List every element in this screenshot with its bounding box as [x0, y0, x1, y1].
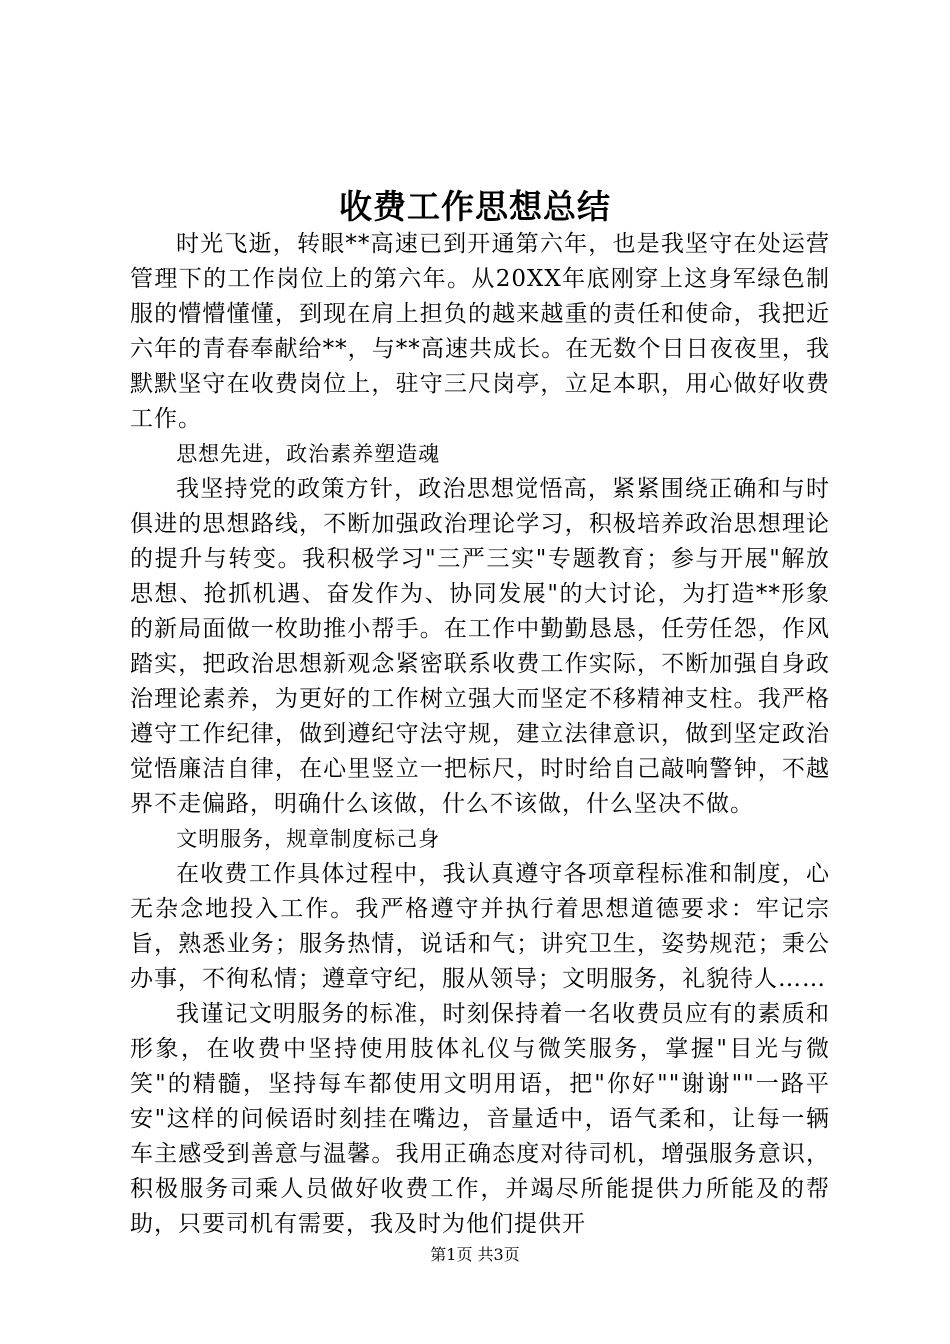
document-body	[130, 227, 830, 1242]
page-number-footer: 第1页 共3页	[430, 1245, 520, 1264]
section-heading-service: 文明服务，规章制度标己身	[176, 827, 441, 851]
thought-paragraph: 我坚持党的政策方针，政治思想觉悟高，紧紧围绕正确和与时俱进的思想路线，不断加强政治理论学习，积极培养政治思想理论的提升与转变。我积极学习"三严三实"专题教育；参与开展"解放思想、抢抓机遇、奋发作为、协同发展"的大讨论，为打造**形象的新局面做一枚助推小帮手。在工作中勤勤恳恳，任劳任怨，作风踏实，把政治思想新观念紧密联系收费工作实际，不断加强自身政治理论素养，为更好的工作树立强大而坚定不移精神支柱。我严格遵守工作纪律，做到遵纪守法守规，建立法律意识，做到坚定政治觉悟廉洁自律，在心里竖立一把标尺，时时给自己敲响警钟，不越界不走偏路，明确什么该做，什么不该做，什么坚决不做。	[130, 476, 830, 817]
rules-paragraph: 在收费工作具体过程中，我认真遵守各项章程标准和制度，心无杂念地投入工作。我严格遵守并执行着思想道德要求：牢记宗旨，熟悉业务；服务热情，说话和气；讲究卫生，姿势规范；秉公办事，不徇私情；遵章守纪，服从领导；文明服务，礼貌待人……	[130, 861, 830, 992]
document-title: 收费工作思想总结	[339, 187, 611, 226]
service-paragraph: 我谨记文明服务的标准，时刻保持着一名收费员应有的素质和形象，在收费中坚持使用肢体礼仪与微笑服务，掌握"目光与微笑"的精髓，坚持每车都使用文明用语，把"你好""谢谢""一路平安"这样的问候语时刻挂在嘴边，音量适中，语气柔和，让每一辆车主感受到善意与温馨。我用正确态度对待司机，增强服务意识，积极服务司乘人员做好收费工作，并竭尽所能提供力所能及的帮助，只要司机有需要，我及时为他们提供开	[130, 1001, 830, 1237]
intro-paragraph: 时光飞逝，转眼**高速已到开通第六年，也是我坚守在处运营管理下的工作岗位上的第六年。从20XX年底刚穿上这身军绿色制服的懵懵懂懂，到现在肩上担负的越来越重的责任和使命，我把近六年的青春奉献给**，与**高速共成长。在无数个日日夜夜里，我默默坚守在收费岗位上，驻守三尺岗亭，立足本职，用心做好收费工作。	[130, 231, 830, 432]
section-heading-thought: 思想先进，政治素养塑造魂	[176, 442, 441, 466]
